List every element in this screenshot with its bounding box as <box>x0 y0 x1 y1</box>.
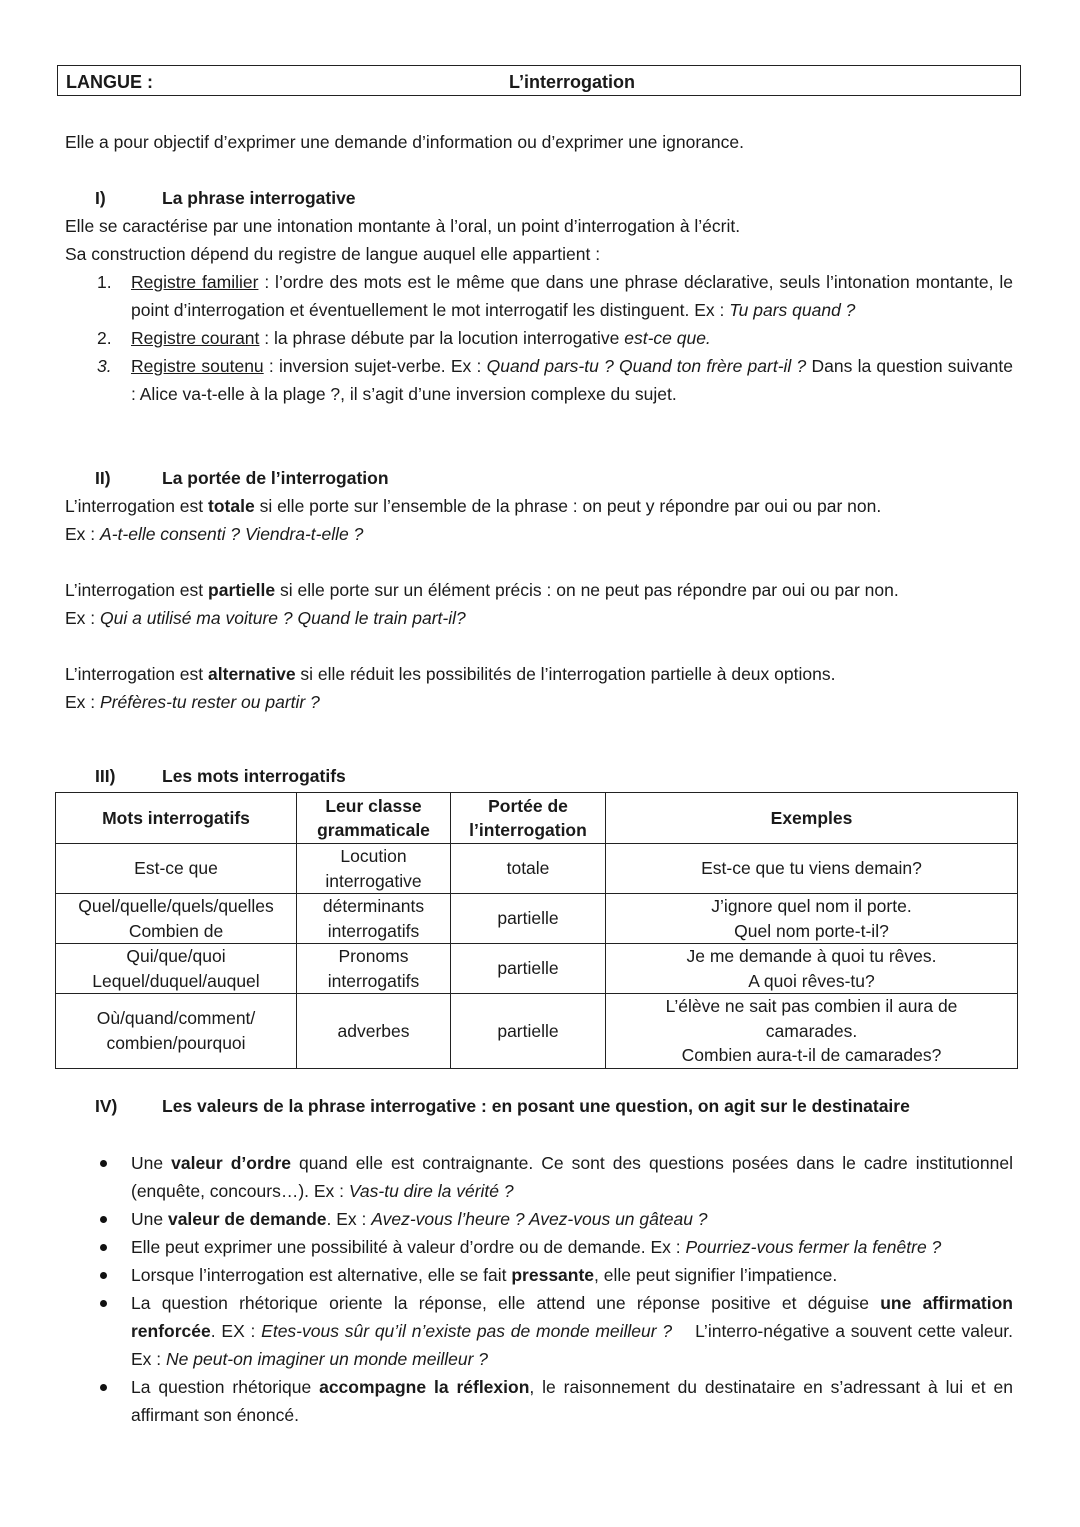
column-header: Mots interrogatifs <box>56 793 297 844</box>
list-item: La question rhétorique accompagne la réflexion, le raisonnement du destinataire en s’adressant à lui et en affirmant son énoncé. <box>131 1373 1013 1429</box>
register-label: Registre familier <box>131 272 259 292</box>
cell-classe: déterminants interrogatifs <box>297 894 451 944</box>
list-item: Une valeur de demande. Ex : Avez-vous l’heure ? Avez-vous un gâteau ? <box>131 1205 1013 1233</box>
section-3-number: III) <box>95 766 116 786</box>
cell-classe: Pronoms interrogatifs <box>297 944 451 994</box>
interrogative-words-table <box>55 792 1018 1069</box>
table-row <box>56 894 1018 944</box>
portee-partielle: L’interrogation est partielle si elle porte sur un élément précis : on ne peut pas répondre par oui ou par non. <box>65 580 899 600</box>
table-row <box>56 944 1018 994</box>
register-list <box>97 268 1013 408</box>
table-row <box>56 994 1018 1069</box>
bullet-icon <box>100 1244 107 1251</box>
cell-exemples: L’élève ne sait pas combien il aura de camarades. Combien aura-t-il de camarades? <box>606 994 1018 1069</box>
table-row <box>56 844 1018 894</box>
section-1-line-1: Elle se caractérise par une intonation montante à l’oral, un point d’interrogation à l’écrit. <box>65 216 741 236</box>
table-header-row <box>56 793 1018 844</box>
cell-mots: Où/quand/comment/ combien/pourquoi <box>56 994 297 1069</box>
portee-totale-example: Ex : A-t-elle consenti ? Viendra-t-elle ? <box>65 524 364 544</box>
section-2-number: II) <box>95 468 111 488</box>
cell-portee: totale <box>451 844 606 894</box>
column-header: Portée de l’interrogation <box>451 793 606 844</box>
section-4-heading <box>65 1092 910 1120</box>
portee-totale: L’interrogation est totale si elle porte sur l’ensemble de la phrase : on peut y répondre par oui ou par non. <box>65 496 882 516</box>
section-3-heading <box>65 762 346 790</box>
list-item: Une valeur d’ordre quand elle est contraignante. Ce sont des questions posées dans le cadre institutionnel (enquête, concours…). Ex : Vas-tu dire la vérité ? <box>131 1149 1013 1205</box>
section-1-title: La phrase interrogative <box>162 188 356 208</box>
cell-classe: Locution interrogative <box>297 844 451 894</box>
cell-exemples: Je me demande à quoi tu rêves. A quoi rêves-tu? <box>606 944 1018 994</box>
section-1-line-2: Sa construction dépend du registre de langue auquel elle appartient : <box>65 244 601 264</box>
cell-exemples: Est-ce que tu viens demain? <box>606 844 1018 894</box>
section-2-heading <box>65 464 389 492</box>
cell-portee: partielle <box>451 894 606 944</box>
bullet-icon <box>100 1384 107 1391</box>
cell-mots: Est-ce que <box>56 844 297 894</box>
cell-mots: Quel/quelle/quels/quelles Combien de <box>56 894 297 944</box>
column-header: Leur classe grammaticale <box>297 793 451 844</box>
list-item: 1. Registre familier : l’ordre des mots est le même que dans une phrase déclarative, seuls l’intonation montante, le point d’interrogation et éventuellement le mot interrogatif les distinguent. Ex : Tu pars quand ? <box>97 272 1013 320</box>
section-2-title: La portée de l’interrogation <box>162 468 389 488</box>
column-header: Exemples <box>606 793 1018 844</box>
subject-label: LANGUE : <box>66 72 153 92</box>
section-4-number: IV) <box>95 1096 118 1116</box>
cell-portee: partielle <box>451 944 606 994</box>
cell-portee: partielle <box>451 994 606 1069</box>
cell-mots: Qui/que/quoi Lequel/duquel/auquel <box>56 944 297 994</box>
intro-paragraph: Elle a pour objectif d’exprimer une demande d’information ou d’exprimer une ignorance. <box>65 132 744 152</box>
cell-classe: adverbes <box>297 994 451 1069</box>
section-1-number: I) <box>95 188 106 208</box>
portee-alternative-example: Ex : Préfères-tu rester ou partir ? <box>65 692 320 712</box>
bullet-icon <box>100 1300 107 1307</box>
section-3-title: Les mots interrogatifs <box>162 766 346 786</box>
page-title: L’interrogation <box>509 72 635 92</box>
portee-partielle-example: Ex : Qui a utilisé ma voiture ? Quand le train part-il? <box>65 608 466 628</box>
list-item: La question rhétorique oriente la réponse, elle attend une réponse positive et déguise une affirmation renforcée. EX : Etes-vous sûr qu’il n’existe pas de monde meilleur ? L’interro-négative a souvent cette valeur. Ex : Ne peut-on imaginer un monde meilleur ? <box>131 1289 1013 1373</box>
list-item: 3. Registre soutenu : inversion sujet-verbe. Ex : Quand pars-tu ? Quand ton frère part-il ? Dans la question suivante : Alice va-t-elle à la plage ?, il s’agit d’une inversion complexe du sujet. <box>97 356 1013 404</box>
list-item: 2. Registre courant : la phrase débute par la locution interrogative est-ce que. <box>97 328 711 348</box>
header-box <box>57 65 1021 96</box>
portee-alternative: L’interrogation est alternative si elle réduit les possibilités de l’interrogation partielle à deux options. <box>65 664 836 684</box>
section-4-title: Les valeurs de la phrase interrogative : en posant une question, on agit sur le destinataire <box>162 1096 910 1116</box>
bullet-icon <box>100 1272 107 1279</box>
bullet-icon <box>100 1216 107 1223</box>
list-item: Elle peut exprimer une possibilité à valeur d’ordre ou de demande. Ex : Pourriez-vous fermer la fenêtre ? <box>131 1233 1013 1261</box>
register-label: Registre soutenu <box>131 356 264 376</box>
values-list <box>131 1149 1018 1429</box>
bullet-icon <box>100 1160 107 1167</box>
cell-exemples: J’ignore quel nom il porte. Quel nom porte-t-il? <box>606 894 1018 944</box>
list-item: Lorsque l’interrogation est alternative, elle se fait pressante, elle peut signifier l’impatience. <box>131 1261 1013 1289</box>
section-1-heading <box>65 184 356 212</box>
register-label: Registre courant <box>131 328 260 348</box>
